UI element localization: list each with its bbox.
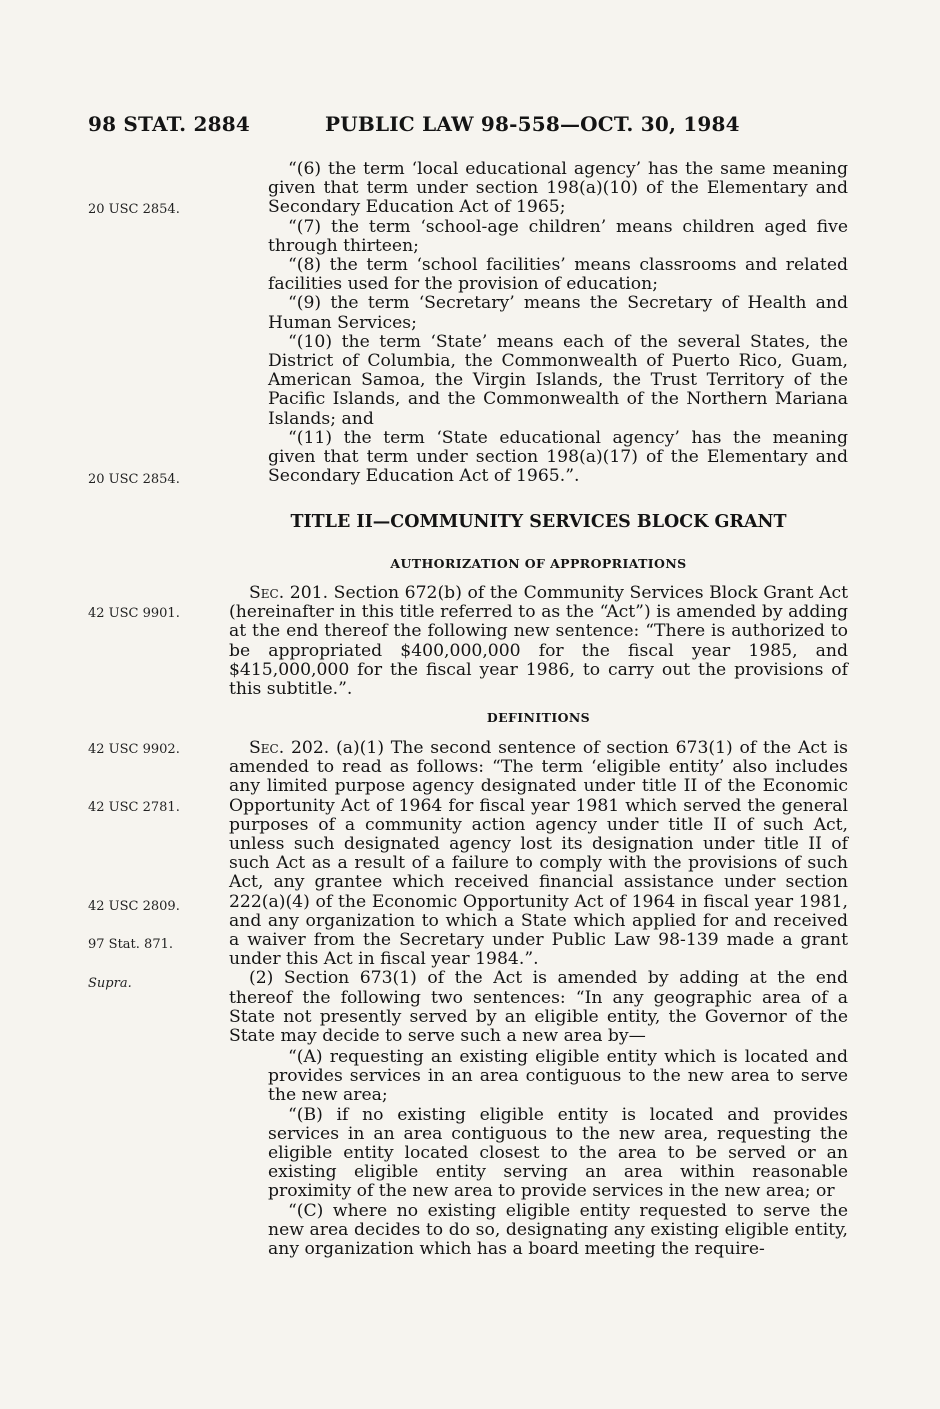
definition-paragraph: “(10) the term ‘State’ means each of the several States, the District of Columbia, the Commonwealth of Puerto Rico, Guam, American Samoa, the Virgin Islands, the Trust Territory of the Pacific Islands, and the Commonwealth of the Northern Mariana Islands; and — [268, 331, 848, 429]
section-202-paragraph-2: (2) Section 673(1) of the Act is amended by adding at the end thereof the following two sentences: “In any geographic area of a State not presently served by an eligible entity, the Governor of the State may decide to serve such a new area by— — [229, 968, 848, 1047]
section-202-text: (a)(1) The second sentence of section 673(1) of the Act is amended to read as follows: “The term ‘eligible entity’ also includes any limited purpose agency designated under title II of the Economic Opportunity Act of 1964 for fiscal year 1981 which served the general purposes of a community action agency under title II of such Act, unless such designated agency lost its designation under title II of such Act as a result of a failure to comply with the provisions of such Act, any grantee which received financial assistance under section 222(a)(4) of the Economic Opportunity Act of 1964 in fiscal year 1981, and any organization to which a State which applied for and received a waiver from the Secretary under Public Law 98-139 made a grant under this Act in fiscal year 1984.”. — [229, 738, 848, 970]
authorization-heading: AUTHORIZATION OF APPROPRIATIONS — [390, 556, 687, 571]
margin-note-citation: 42 USC 9902. — [88, 742, 180, 757]
definition-paragraph: “(6) the term ‘local educational agency’ has the same meaning given that term under section 198(a)(10) of the Elementary and Secondary Education Act of 1965; — [268, 159, 848, 218]
section-label: Sec. 201. — [249, 583, 329, 603]
definitions-list — [268, 160, 848, 486]
margin-note-supra: Supra. — [88, 976, 132, 991]
margin-note-citation: 42 USC 9901. — [88, 606, 180, 621]
definitions-heading: DEFINITIONS — [486, 710, 591, 725]
subparagraph-b: “(B) if no existing eligible entity is located and provides services in an area contiguous to the new area, requesting the eligible entity located closest to the area to be served or an existing eligible entity serving an area within reasonable proximity of the new area to provide services in the new area; or — [268, 1104, 848, 1202]
margin-note-citation: 42 USC 2781. — [88, 800, 180, 815]
definition-paragraph: “(11) the term ‘State educational agency’ has the meaning given that term under section 198(a)(17) of the Elementary and Secondary Education Act of 1965.”. — [268, 427, 848, 487]
definition-paragraph: “(7) the term ‘school-age children’ means children aged five through thirteen; — [268, 216, 848, 256]
subparagraph-a: “(A) requesting an existing eligible entity which is located and provides services in an area contiguous to the new area to serve the new area; — [268, 1047, 848, 1106]
title-ii-heading: TITLE II—COMMUNITY SERVICES BLOCK GRANT — [290, 512, 787, 532]
margin-note-citation: 42 USC 2809. — [88, 899, 180, 914]
subparagraph-list — [268, 1048, 848, 1259]
section-label: Sec. 202. — [249, 738, 330, 758]
section-202 — [229, 739, 848, 1046]
running-header-title: PUBLIC LAW 98-558—OCT. 30, 1984 — [325, 112, 740, 136]
definition-paragraph: “(8) the term ‘school facilities’ means classrooms and related facilities used for the provision of education; — [268, 255, 848, 295]
stat-page-number: 98 STAT. 2884 — [88, 112, 250, 136]
section-201 — [229, 584, 848, 699]
definition-paragraph: “(9) the term ‘Secretary’ means the Secretary of Health and Human Services; — [268, 293, 848, 333]
margin-note-citation: 97 Stat. 871. — [88, 937, 173, 952]
section-201-text: Section 672(b) of the Community Services Block Grant Act (hereinafter in this title referred to as the “Act”) is amended by adding at the end thereof the following new sentence: “There is authorized to be appropriated $400,000,000 for the fiscal year 1985, and $415,000,000 for the fiscal year 1986, to carry out the provisions of this subtitle.”. — [229, 583, 848, 700]
margin-note-citation: 20 USC 2854. — [88, 202, 180, 217]
subparagraph-c: “(C) where no existing eligible entity requested to serve the new area decides to do so, designating any existing eligible entity, any organization which has a board meeting the require- — [268, 1200, 848, 1260]
margin-note-citation: 20 USC 2854. — [88, 472, 180, 487]
